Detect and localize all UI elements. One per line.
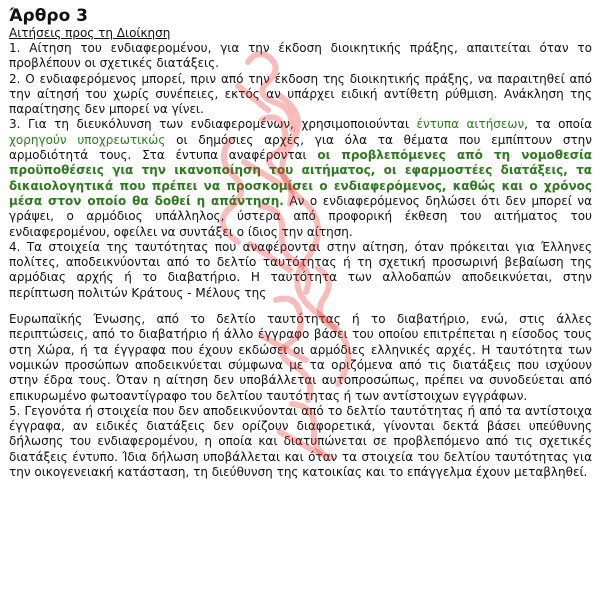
paragraph-3-green-forms: έντυπα αιτήσεων [416, 117, 525, 132]
paragraph-2: 2. Ο ενδιαφερόμενος μπορεί, πριν από την έκδοση της διοικητικής πράξης, να παραιτηθεί από την αίτησή του χωρίς συνέπειες, εκτός αν υπάρχει ειδική αντίθετη ρύθμιση. Ανάκληση της παραίτησης δεν μπορεί να γίνει. [9, 71, 592, 117]
paragraph-3-text-1: 3. Για τη διευκόλυνση των ενδιαφερομένων, χρησιμοποιούνται [9, 117, 417, 132]
paragraph-1: 1. Αίτηση του ενδιαφερομένου, για την έκδοση διοικητικής πράξης, απαιτείται όταν το προβλέπουν οι σχετικές διατάξεις. [9, 41, 592, 71]
article-title: Άρθρο 3 [9, 6, 88, 26]
paragraph-4-part-1: 4. Τα στοιχεία της ταυτότητας που αναφέρονται στην αίτηση, όταν πρόκειται για Έλληνες πολίτες, αποδεικνύονται από το δελτίο ταυτότητας ή τη σχετική προσωρινή βεβαίωση της αρμόδιας αρχής ή το διαβατήριο. Η ταυτότητα των αλλοδαπών αποδεικνύεται, στην περίπτωση πολιτών Κράτους - Μέλους της [9, 239, 592, 300]
paragraph-3-text-2: , τα οποία [524, 117, 592, 132]
paragraph-3 [9, 117, 592, 239]
paragraph-5: 5. Γεγονότα ή στοιχεία που δεν αποδεικνύονται από το δελτίο ταυτότητας ή από τα αντίστοιχα έγγραφα, αν ειδικές διατάξεις δεν ορίζουν διαφορετικά, γίνονται δεκτά βάσει υπεύθυνης δήλωσης του ενδιαφερομένου, η οποία και διατυπώνεται σε προβλεπόμενο από τις σχετικές διατάξεις έντυπο. Ίδια δήλωση υποβάλλεται και όταν τα στοιχεία του δελτίου ταυτότητας για την οικογενειακή κατάσταση, τη διεύθυνση της κατοικίας και το επάγγελμα έχουν μεταβληθεί. [9, 403, 592, 480]
paragraph-3-green-bold-requirements: οι προβλεπόμενες από τη νομοθεσία προϋποθέσεις για την ικανοποίηση του αιτήματος, οι εφαρμοστέες διατάξεις, τα δικαιολογητικά που πρέπει να προσκομίσει ο ενδιαφερόμενος, καθώς και ο χρόνος μέσα στον οποίο θα δοθεί η απάντηση. [9, 148, 592, 208]
paragraph-4-part-2: Ευρωπαϊκής Ένωσης, από το δελτίο ταυτότητας ή το διαβατήριο, ενώ, στις άλλες περιπτώσεις, από το διαβατήριο ή άλλο έγγραφο βάσει του οποίου επιτρέπεται η είσοδος τους στη Χώρα, ή τα έγγραφα που έχουν εκδώσει οι αρμόδιες ελληνικές αρχές. Η ταυτότητα των νομικών προσώπων αποδεικνύεται σύμφωνα με τα οριζόμενα από τις διατάξεις που ισχύουν στην έδρα τους. Όταν η αίτηση δεν υποβάλλεται αυτοπροσώπως, πρέπει να συνοδεύεται από επικυρωμένο φωτοαντίγραφο του δελτίου ταυτότητας ή των αντίστοιχων εγγράφων. [9, 312, 592, 403]
paragraph-3-text-4: Αν ο ενδιαφερόμενος δηλώσει ότι δεν μπορεί να γράψει, ο αρμόδιος υπάλληλος, ύστερα από προφορική έκθεση του αιτήματος του ενδιαφερομένου, οφείλει να συντάξει ο ίδιος την αίτηση. [9, 193, 592, 239]
article-subtitle: Αιτήσεις προς τη Διοίκηση [9, 26, 171, 40]
paragraph-3-text-3: οι δημόσιες αρχές, για όλα τα θέματα που εμπίπτουν στην αρμοδιότητά τους. Στα έντυπα αναφέρονται [9, 132, 592, 163]
paragraph-3-green-mandatory: χορηγούν υποχρεωτικώς [9, 132, 166, 147]
